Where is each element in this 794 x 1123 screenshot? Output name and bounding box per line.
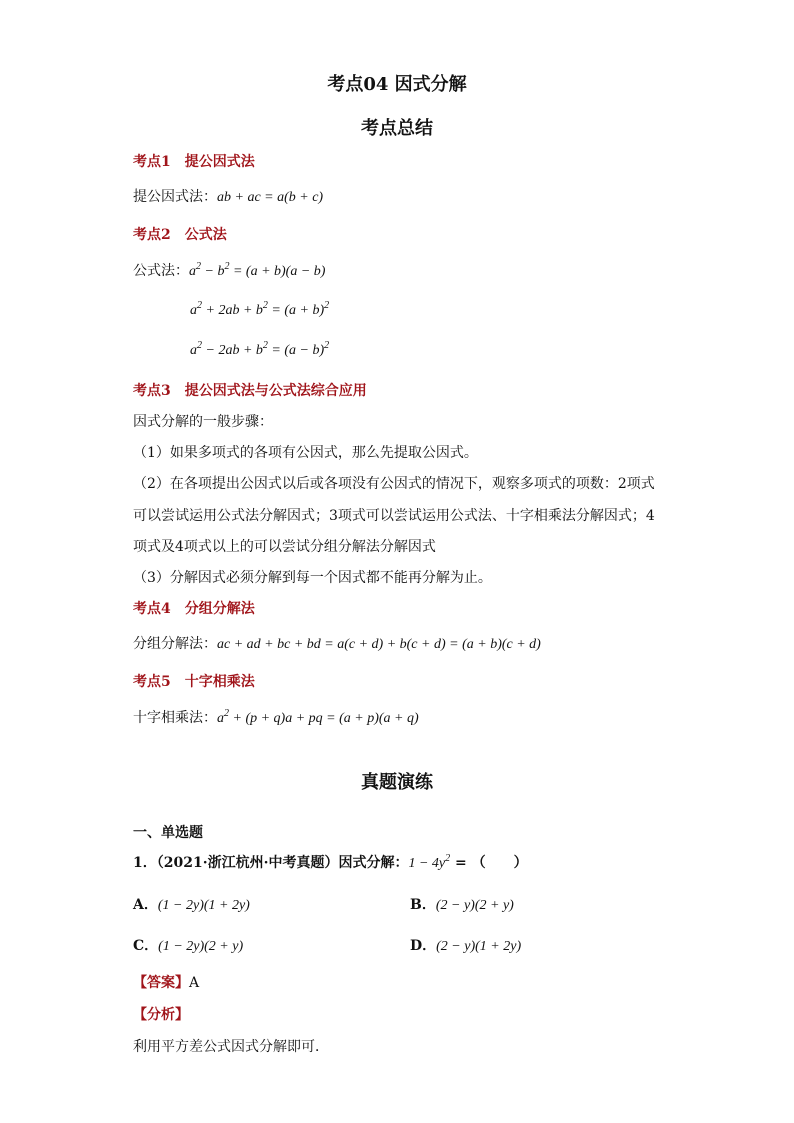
answer-value: A (189, 975, 200, 991)
kp4-prefix: 分组分解法： (133, 636, 217, 652)
kp1-heading (133, 151, 255, 171)
section-single-choice: 一、单选题 (133, 825, 203, 841)
kp2-formula-2: $a^2 + 2ab + b^2 = (a + b)^2$ (190, 300, 330, 318)
kp5-name: 十字相乘法 (184, 674, 255, 690)
kp3-step-2b: 可以尝试运用公式法分解因式；3项式可以尝试运用公式法、十字相乘法分解因式；4 (133, 508, 655, 524)
kp1-formula: ab + ac = a(b + c) (217, 190, 324, 205)
kp3-name: 提公因式法与公式法综合应用 (184, 383, 367, 399)
kp3-heading (133, 380, 367, 400)
answer-line (133, 972, 199, 992)
kp3-label: 考点3 (133, 383, 171, 399)
practice-heading: 真题演练 (361, 772, 433, 793)
question-1-stem: 1．（2021·浙江杭州·中考真题）因式分解：$1 - 4y^2$ = （ ） (133, 853, 528, 871)
kp4-label: 考点4 (133, 601, 171, 617)
analysis-text: 利用平方差公式因式分解即可． (133, 1039, 329, 1055)
kp5-content (133, 707, 419, 727)
kp3-step-3: （3）分解因式必须分解到每一个因式都不能再分解为止。 (133, 570, 492, 586)
kp3-step-2a: （2）在各项提出公因式以后或各项没有公因式的情况下，观察多项式的项数：2项式 (133, 476, 655, 492)
kp5-formula: $a^2 + (p + q)a$ + pq = (a + p)(a + q) (217, 708, 419, 726)
kp2-heading (133, 224, 227, 244)
kp2-name: 公式法 (184, 227, 227, 243)
analysis-label: 【分析】 (133, 1007, 189, 1023)
kp4-heading (133, 598, 255, 618)
kp2-formula-1: 公式法：$a^2 - b^2 = (a + b)(a - b)$ (133, 261, 326, 279)
kp4-formula: ac + ad + bc + bd = a(c + d) + b(c + d) = (a + b)(c + d) (217, 637, 541, 652)
kp2-label: 考点2 (133, 227, 171, 243)
kp5-heading (133, 671, 255, 691)
option-b[interactable]: B．(2 − y)(2 + y) (410, 897, 514, 913)
kp5-prefix: 十字相乘法： (133, 710, 217, 726)
kp1-content (133, 186, 323, 206)
answer-label: 【答案】 (133, 975, 189, 991)
kp4-content (133, 633, 541, 653)
option-a[interactable]: A．(1 − 2y)(1 + 2y) (133, 897, 250, 913)
kp3-intro: 因式分解的一般步骤： (133, 414, 273, 430)
option-d[interactable]: D．(2 − y)(1 + 2y) (410, 938, 522, 954)
kp3-step-2c: 项式及4项式以上的可以尝试分组分解法分解因式 (133, 539, 436, 555)
option-c[interactable]: C．(1 − 2y)(2 + y) (133, 938, 244, 954)
kp2-formula-3: $a^2 - 2ab + b^2 = (a - b)^2$ (190, 340, 330, 358)
kp2-prefix: 公式法： (133, 263, 189, 279)
kp5-label: 考点5 (133, 674, 171, 690)
kp1-prefix: 提公因式法： (133, 189, 217, 205)
kp4-name: 分组分解法 (184, 601, 255, 617)
kp1-label: 考点1 (133, 154, 171, 170)
kp1-name: 提公因式法 (184, 154, 255, 170)
document-title: 考点04 因式分解 (327, 74, 467, 95)
kp3-step-1: （1）如果多项式的各项有公因式，那么先提取公因式。 (133, 445, 478, 461)
summary-heading: 考点总结 (361, 118, 433, 139)
